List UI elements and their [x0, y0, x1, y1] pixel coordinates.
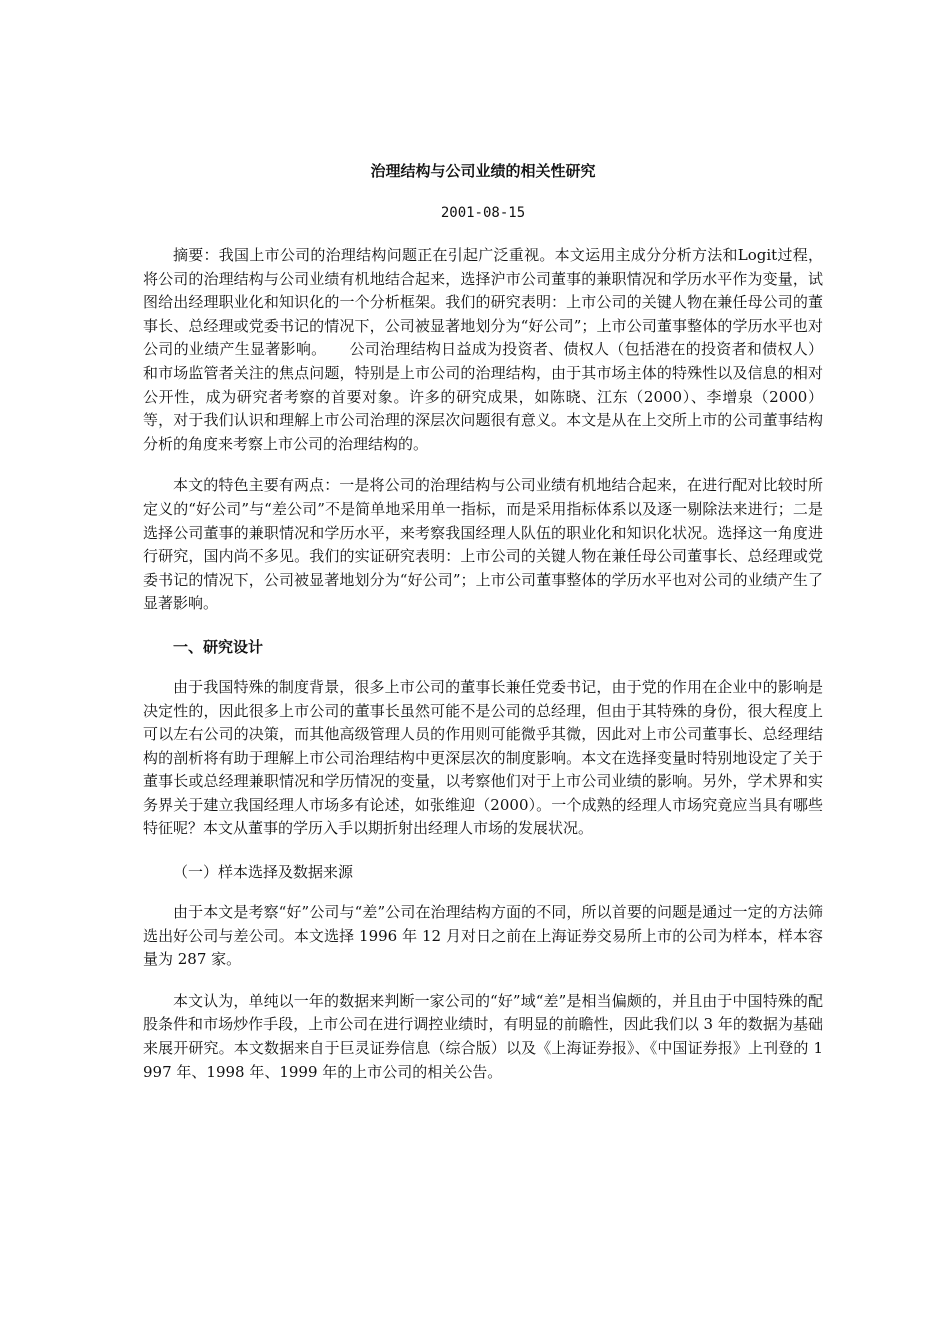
document-page: [143, 160, 823, 1084]
document-title: 治理结构与公司业绩的相关性研究: [370, 162, 596, 180]
abstract-paragraph: 摘要：我国上市公司的治理结构问题正在引起广泛重视。本文运用主成分分析方法和Logit过程，将公司的治理结构与公司业绩有机地结合起来，选择沪市公司董事的兼职情况和学历水平作为变量，试图给出经理职业化和知识化的一个分析框架。我们的研究表明：上市公司的关键人物在兼任母公司的董事长、总经理或党委书记的情况下，公司被显著地划分为“好公司”；上市公司董事整体的学历水平也对公司的业绩产生显著影响。 公司治理结构日益成为投资者、债权人（包括港在的投资者和债权人）和市场监管者关注的焦点问题，特别是上市公司的治理结构，由于其市场主体的特殊性以及信息的相对公开性，成为研究者考察的首要对象。许多的研究成果，如陈晓、江东（2000）、李增泉（2000）等，对于我们认识和理解上市公司治理的深层次问题很有意义。本文是从在上交所上市的公司董事结构分析的角度来考察上市公司的治理结构的。: [143, 246, 823, 453]
sample-paragraph: 由于本文是考察“好”公司与“差”公司在治理结构方面的不同，所以首要的问题是通过一定的方法筛选出好公司与差公司。本文选择 1996 年 12 月对日之前在上海证券交易所上市的公司为样本，样本容量为 287 家。: [143, 903, 823, 969]
document-date: 2001-08-15: [440, 205, 526, 221]
data-source-paragraph: 本文认为，单纯以一年的数据来判断一家公司的“好”域“差”是相当偏颇的，并且由于中国特殊的配股条件和市场炒作手段，上市公司在进行调控业绩时，有明显的前瞻性，因此我们以 3 年的数据为基础来展开研究。本文数据来自于巨灵证券信息（综合版）以及《上海证券报》、《中国证券报》上刊登的 1997 年、1998 年、1999 年的上市公司的相关公告。: [143, 991, 823, 1081]
design-paragraph: 由于我国特殊的制度背景，很多上市公司的董事长兼任党委书记，由于党的作用在企业中的影响是决定性的，因此很多上市公司的董事长虽然可能不是公司的总经理，但由于其特殊的身份，很大程度上可以左右公司的决策，而其他高级管理人员的作用则可能微乎其微，因此对上市公司董事长、总经理结构的剖析将有助于理解上市公司治理结构中更深层次的制度影响。本文在选择变量时特别地设定了关于董事长或总经理兼职情况和学历情况的变量，以考察他们对于上市公司业绩的影响。另外，学术界和实务界关于建立我国经理人市场多有论述，如张维迎（2000）。一个成熟的经理人市场究竟应当具有哪些特征呢？本文从董事的学历入手以期折射出经理人市场的发展状况。: [143, 677, 823, 838]
subsection-heading-sample: （一）样本选择及数据来源: [173, 863, 354, 882]
features-paragraph: 本文的特色主要有两点：一是将公司的治理结构与公司业绩有机地结合起来，在进行配对比较时所定义的“好公司”与“差公司”不是简单地采用单一指标，而是采用指标体系以及逐一剔除法来进行；二是选择公司董事的兼职情况和学历水平，来考察我国经理人队伍的职业化和知识化状况。选择这一角度进行研究，国内尚不多见。我们的实证研究表明：上市公司的关键人物在兼任母公司董事长、总经理或党委书记的情况下，公司被显著地划分为“好公司”；上市公司董事整体的学历水平也对公司的业绩产生了显著影响。: [143, 476, 823, 613]
section-heading-research-design: 一、研究设计: [173, 637, 264, 656]
